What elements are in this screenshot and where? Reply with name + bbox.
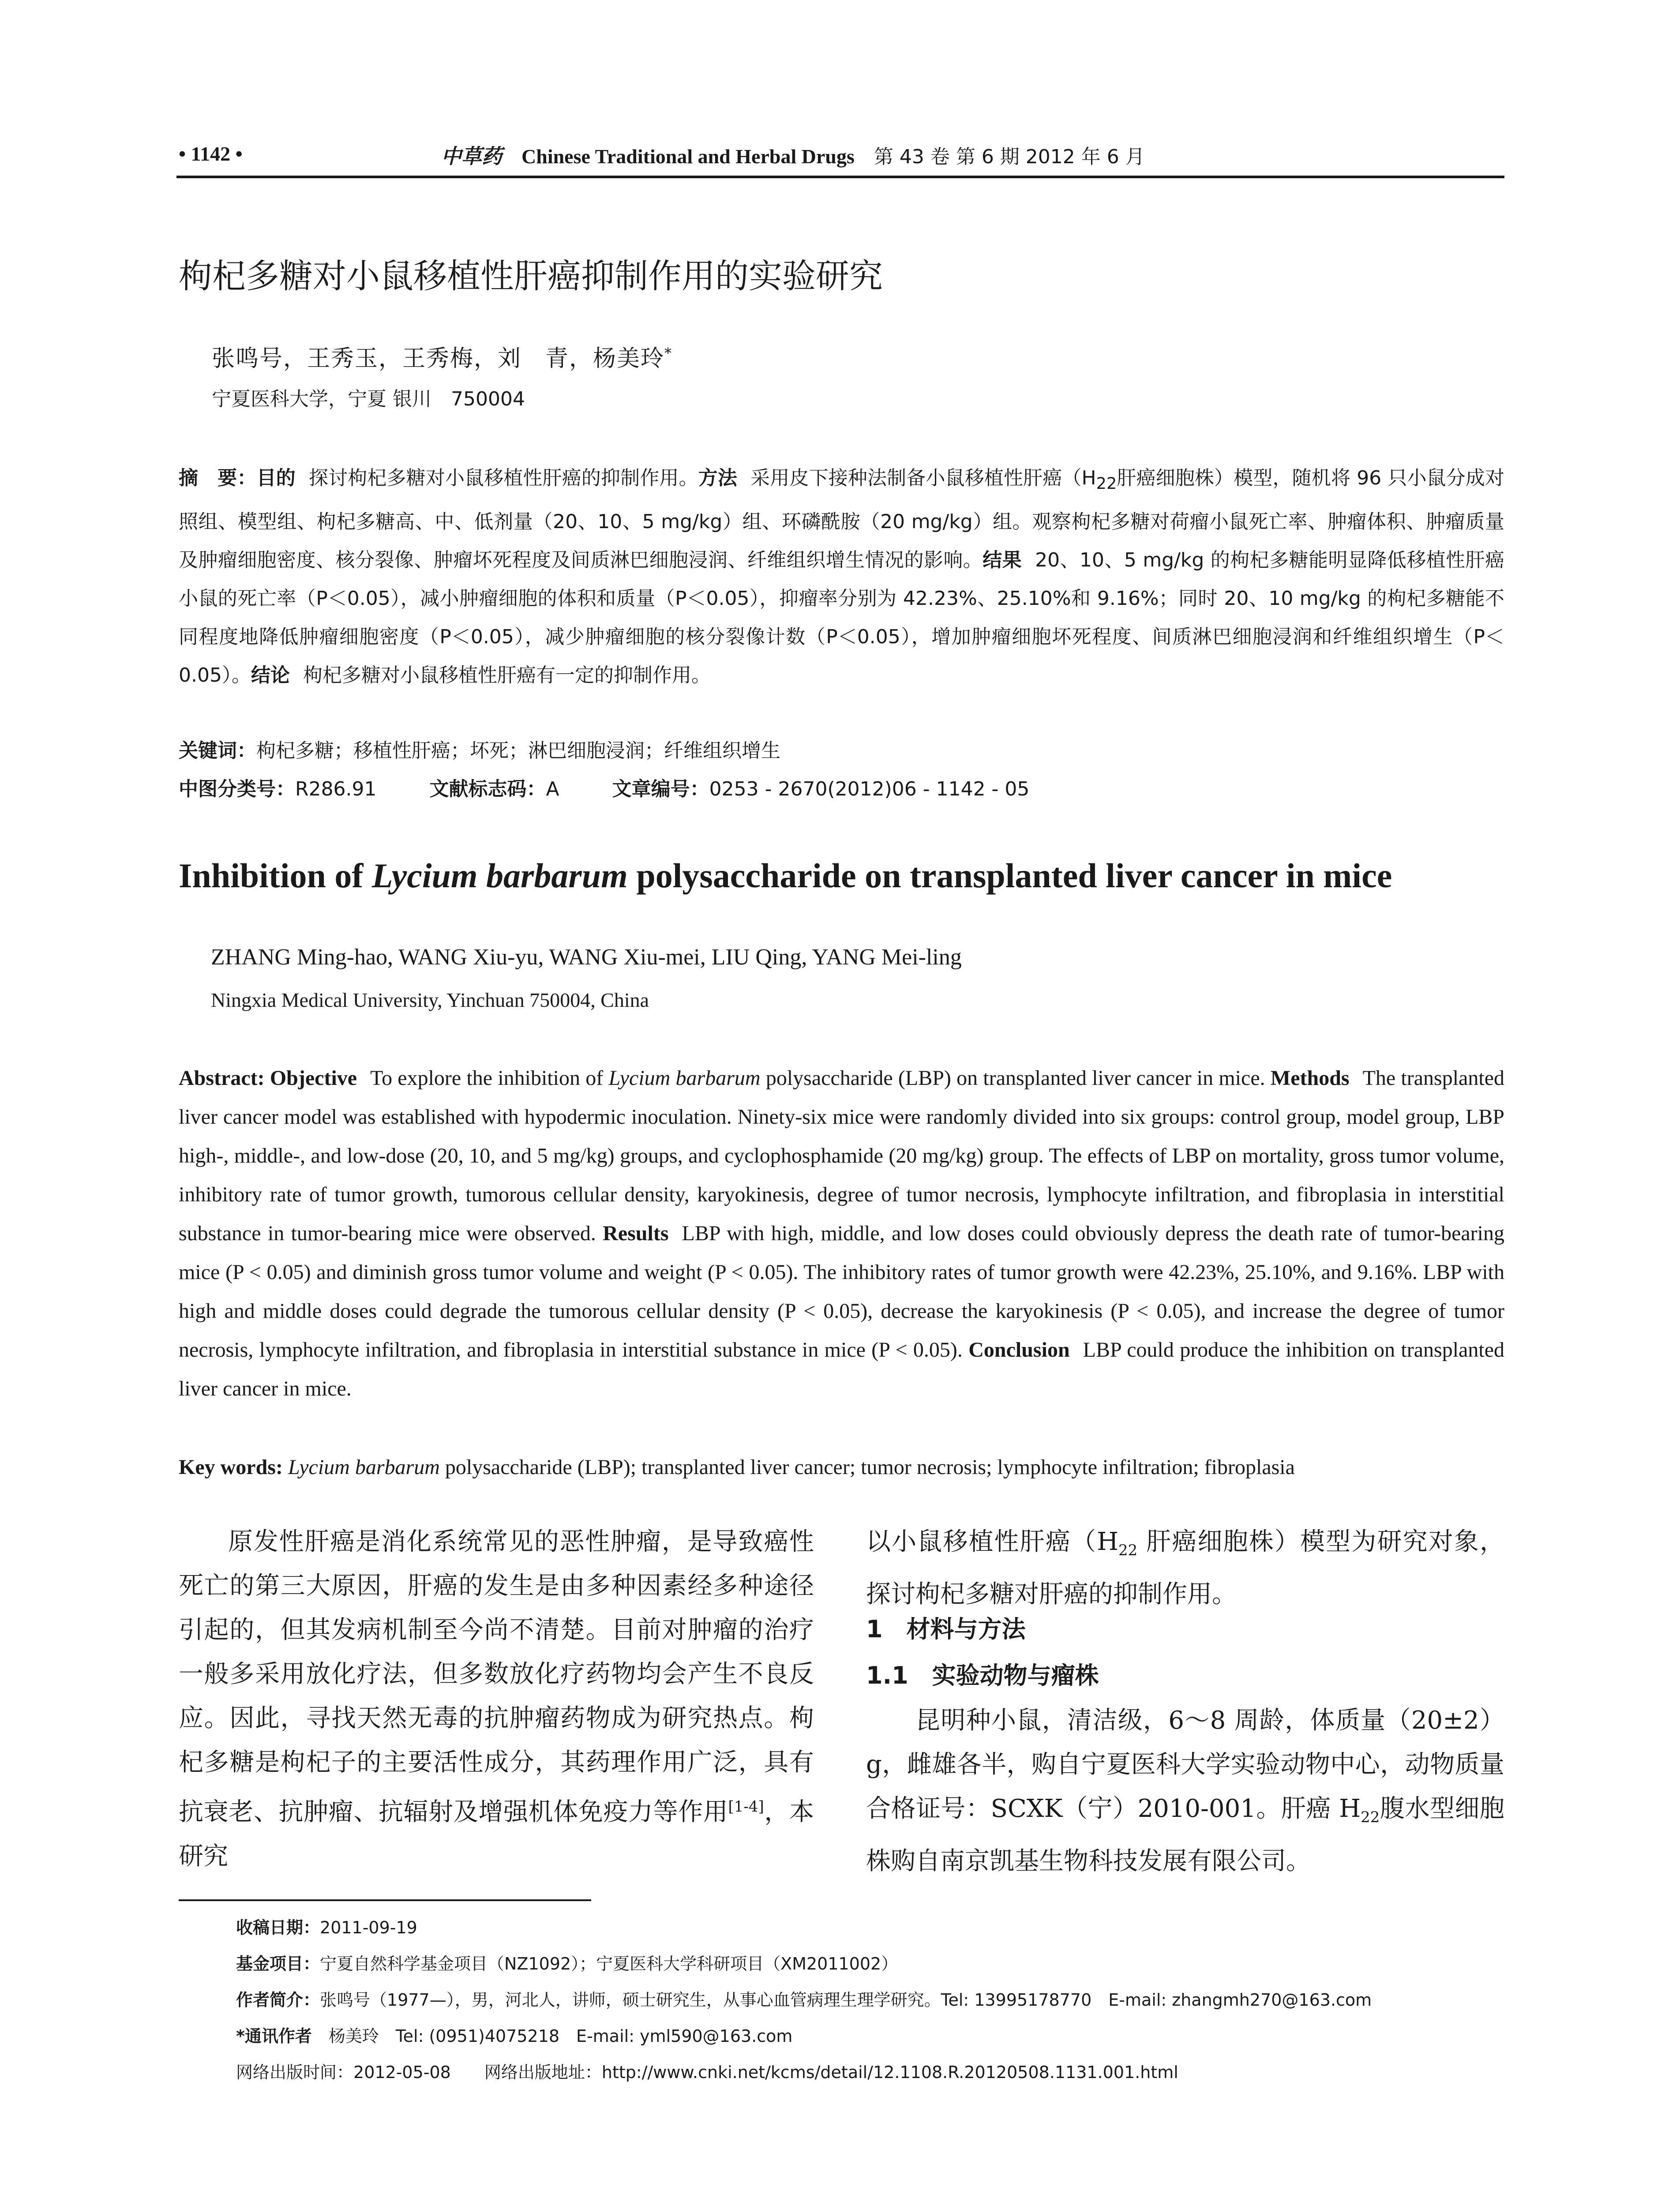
results-cn: 20、10、5 mg/kg 的枸杞多糖能明显降低移植性肝癌小鼠的死亡率（P＜0.05），减小肿瘤细胞的体积和质量（P＜0.05），抑瘤率分别为 42.23%、25.10%和 9.16%；同时 20、10 mg/kg 的枸杞多糖能不同程度地降低肿瘤细胞密度（P＜0.05），减少肿瘤细胞的核分裂像计数（P＜0.05），增加肿瘤细胞坏死程度、间质淋巴细胞浸润和纤维组织增生（P＜0.05）。 — [179, 548, 1505, 687]
abstract-en — [179, 1059, 1504, 1408]
keywords-en — [179, 1455, 1295, 1479]
objective-en-label: Objective — [270, 1066, 357, 1090]
keywords-cn-label: 关键词： — [179, 739, 256, 762]
objective-en-a: To explore the inhibition of — [370, 1066, 609, 1090]
authors-en: ZHANG Ming-hao, WANG Xiu-yu, WANG Xiu-mei, LIU Qing, YANG Mei-ling — [211, 945, 962, 970]
footnote-corresponding — [236, 2022, 792, 2047]
journal-name-en: Chinese Traditional and Herbal Drugs — [521, 145, 855, 168]
footnote-rule — [179, 1899, 591, 1901]
online-time-label: 网络出版时间： — [236, 2063, 354, 2082]
citation-ref[interactable]: [1-4] — [728, 1798, 764, 1816]
right-para1-a: 以小鼠移植性肝癌（H — [866, 1527, 1119, 1556]
corr-label: *通讯作者 — [236, 2026, 312, 2046]
clc-label: 中图分类号： — [179, 778, 295, 800]
right-para2-sub: 22 — [1361, 1808, 1380, 1827]
classification-line — [179, 773, 1029, 801]
results-cn-label: 结果 — [982, 548, 1022, 571]
conclusion-en: LBP could produce the inhibition on transplanted liver cancer in mice. — [179, 1338, 1505, 1400]
right-para2-b: 腹水型细胞株购自南京凯基生物科技发展有限公司。 — [866, 1794, 1505, 1876]
online-url-label: 网络出版地址： — [484, 2063, 602, 2082]
right-para1-b: 肝癌细胞株）模型为研究对象，探讨枸杞多糖对肝癌的抑制作用。 — [866, 1527, 1504, 1609]
abstract-en-label: Abstract: — [179, 1066, 265, 1090]
conclusion-en-label: Conclusion — [968, 1338, 1070, 1362]
keywords-en-rest: polysaccharide (LBP); transplanted liver cancer; tumor necrosis; lymphocyte infiltration; fibroplasia — [439, 1456, 1295, 1479]
results-en-label: Results — [603, 1222, 669, 1245]
abstract-cn-label: 摘 要： — [179, 467, 257, 489]
keywords-en-label: Key words: — [179, 1456, 283, 1479]
doc-code-value: A — [546, 778, 559, 800]
authors-cn — [212, 340, 672, 373]
section-heading-1-1: 1.1 实验动物与瘤株 — [866, 1662, 1099, 1689]
online-url-link[interactable]: http://www.cnki.net/kcms/detail/12.1108.R.20120508.1131.001.html — [601, 2063, 1178, 2082]
affiliation-cn: 宁夏医科大学，宁夏 银川 750004 — [212, 388, 525, 410]
body-right-paragraph-2 — [866, 1699, 1504, 1883]
results-en: LBP with high, middle, and low doses could obviously depress the death rate of tumor-bearing mice (P < 0.05) and diminish gross tumor volume and weight (P < 0.05). The inhibitory rates of tumor growth were 42.23%, 25.10%, and 9.16%. LBP with high and middle doses could degrade the tumorous cellular density (P < 0.05), decrease the karyokinesis (P < 0.05), and increase the degree of tumor necrosis, lymphocyte infiltration, and fibroplasia in interstitial substance in mice (P < 0.05). — [179, 1222, 1504, 1362]
footnote-online — [236, 2059, 1178, 2083]
objective-en-italic: Lycium barbarum — [608, 1066, 761, 1090]
footnote-author-bio — [236, 1986, 1372, 2011]
left-para-a: 原发性肝癌是消化系统常见的恶性肿瘤，是导致癌性死亡的第三大原因，肝癌的发生是由多种因素经多种途径引起的，但其发病机制至今尚不清楚。目前对肿瘤的治疗一般多采用放化疗法，但多数放化疗药物均会产生不良反应。因此，寻找天然无毒的抗肿瘤药物成为研究热点。枸杞多糖是枸杞子的主要活性成分，其药理作用广泛，具有抗衰老、抗肿瘤、抗辐射及增强机体免疫力等作用 — [179, 1527, 814, 1827]
right-para2-a: 昆明种小鼠，清洁级，6～8 周龄，体质量（20±2）g，雌雄各半，购自宁夏医科大学实验动物中心，动物质量合格证号：SCXK（宁）2010-001。肝癌 H — [866, 1706, 1504, 1823]
bio-text: 张鸣号（1977—），男，河北人，讲师，硕士研究生，从事心血管病理生理学研究。Tel: 13995178770 E-mail: zhangmh270@163.com — [320, 1990, 1372, 2010]
right-para1-sub: 22 — [1118, 1542, 1138, 1560]
keywords-cn — [179, 735, 780, 763]
fund-text: 宁夏自然科学基金项目（NZ1092）；宁夏医科大学科研项目（XM2011002） — [320, 1954, 898, 1973]
left-para-b: ，本研究 — [179, 1797, 814, 1871]
methods-cn-label: 方法 — [698, 467, 738, 489]
article-title-en — [179, 856, 1392, 896]
received-label: 收稿日期： — [236, 1918, 320, 1937]
title-en-b: polysaccharide on transplanted liver cancer in mice — [627, 856, 1392, 895]
bio-label: 作者简介： — [236, 1990, 320, 2010]
page-number: • 1142 • — [179, 143, 243, 165]
objective-cn: 探讨枸杞多糖对小鼠移植性肝癌的抑制作用。 — [308, 467, 698, 489]
body-left-paragraph — [179, 1520, 814, 1879]
section-heading-1: 1 材料与方法 — [866, 1615, 1026, 1643]
methods-en-label: Methods — [1270, 1066, 1350, 1090]
journal-name-cn: 中草药 — [441, 144, 502, 168]
keywords-cn-text: 枸杞多糖；移植性肝癌；坏死；淋巴细胞浸润；纤维组织增生 — [256, 739, 780, 762]
conclusion-cn: 枸杞多糖对小鼠移植性肝癌有一定的抑制作用。 — [303, 664, 711, 687]
methods-en: The transplanted liver cancer model was established with hypodermic inoculation. Ninety-six mice were randomly divided into six groups: control group, model group, LBP high-, middle-, and low-dose (20, 10, and 5 mg/kg) groups, and cyclophosphamide (20 mg/kg) group. The effects of LBP on mortality, gross tumor volume, inhibitory rate of tumor growth, tumorous cellular density, karyokinesis, degree of tumor necrosis, lymphocyte infiltration, and fibroplasia in interstitial substance in tumor-bearing mice were observed. — [179, 1066, 1505, 1245]
corr-text: 杨美玲 Tel: (0951)4075218 E-mail: yml590@163.com — [328, 2026, 793, 2046]
article-no-label: 文章编号： — [612, 778, 709, 800]
conclusion-cn-label: 结论 — [251, 664, 290, 687]
clc-value: R286.91 — [295, 778, 377, 800]
title-en-a: Inhibition of — [179, 856, 372, 895]
article-title-cn: 枸杞多糖对小鼠移植性肝癌抑制作用的实验研究 — [179, 256, 883, 296]
received-date: 2011-09-19 — [320, 1918, 417, 1937]
body-right-paragraph-1 — [866, 1520, 1504, 1617]
footnote-received — [236, 1914, 417, 1938]
journal-issue: 第 43 卷 第 6 期 2012 年 6 月 — [874, 146, 1145, 168]
footnote-fund — [236, 1950, 898, 1974]
abstract-cn — [179, 459, 1504, 694]
authors-cn-text: 张鸣号，王秀玉，王秀梅，刘 青，杨美玲 — [212, 345, 665, 372]
objective-cn-label: 目的 — [256, 467, 296, 489]
journal-header — [441, 140, 1145, 169]
title-en-italic: Lycium barbarum — [371, 856, 628, 895]
article-no-value: 0253 - 2670(2012)06 - 1142 - 05 — [709, 778, 1030, 800]
keywords-en-italic: Lycium barbarum — [288, 1456, 440, 1479]
methods-cn-b: 肝癌细胞株）模型，随机将 96 只小鼠分成对照组、模型组、枸杞多糖高、中、低剂量（20、10、5 mg/kg）组、环磷酰胺（20 mg/kg）组。观察枸杞多糖对荷瘤小鼠死亡率、肿瘤体积、肿瘤质量及肿瘤细胞密度、核分裂像、肿瘤坏死程度及间质淋巴细胞浸润、纤维组织增生情况的影响。 — [179, 467, 1505, 571]
objective-en-b: polysaccharide (LBP) on transplanted liver cancer in mice. — [760, 1066, 1265, 1090]
fund-label: 基金项目： — [236, 1954, 320, 1973]
header-rule — [176, 176, 1504, 178]
methods-cn-a: 采用皮下接种法制备小鼠移植性肝癌（H — [750, 467, 1096, 489]
online-time: 2012-05-08 — [353, 2063, 451, 2082]
methods-cn-sub: 22 — [1096, 473, 1117, 493]
affiliation-en: Ningxia Medical University, Yinchuan 750004, China — [211, 989, 649, 1011]
corresponding-mark: * — [664, 345, 673, 362]
doc-code-label: 文献标志码： — [429, 778, 546, 800]
